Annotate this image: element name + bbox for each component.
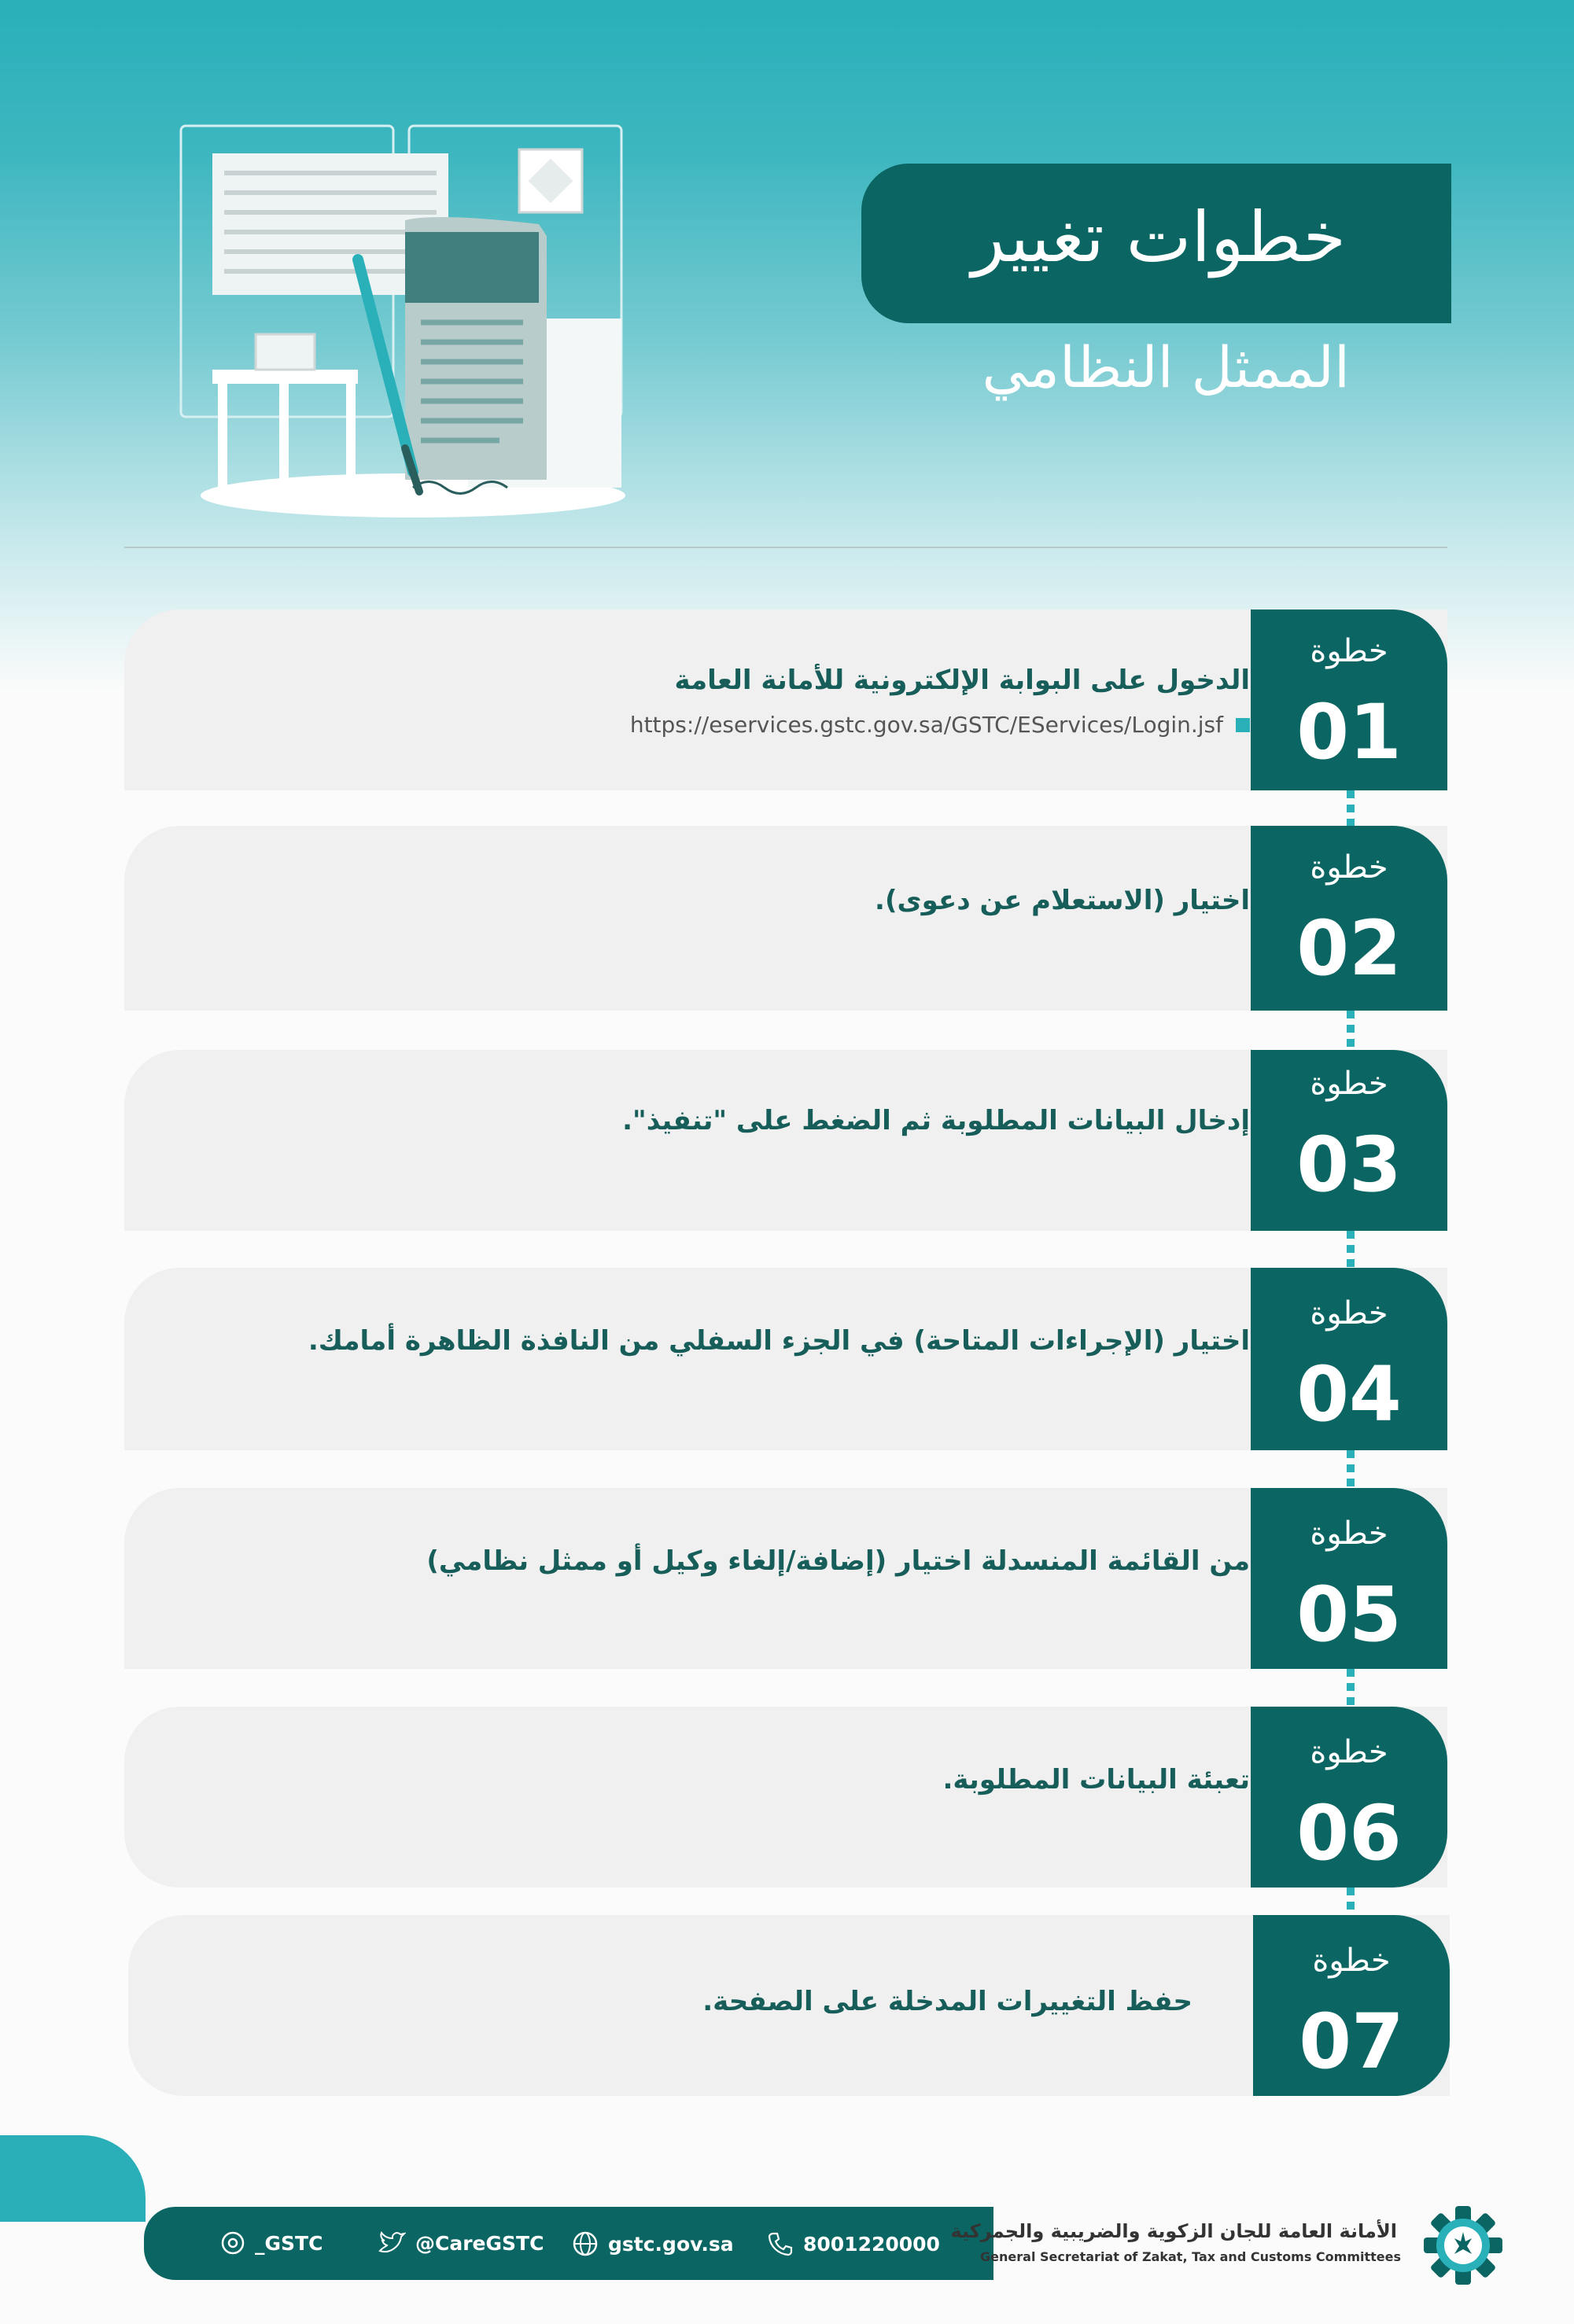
step-number: 03 [1296, 1121, 1402, 1209]
step-label: خطوة [1310, 849, 1388, 886]
step-badge-6 [1251, 1707, 1447, 1888]
step-badge-4 [1251, 1268, 1447, 1450]
step-text-7: حفظ التغييرات المدخلة على الصفحة. [702, 1986, 1192, 2017]
footer-accent [0, 2135, 146, 2222]
step-connector [1347, 1231, 1355, 1270]
step-badge-2 [1251, 826, 1447, 1011]
step-text-1: الدخول على البوابة الإلكترونية للأمانة العامة [674, 665, 1250, 696]
step-text-3: إدخال البيانات المطلوبة ثم الضغط على "تنفيذ". [622, 1105, 1250, 1136]
bullet-square-icon [1236, 718, 1250, 732]
step-card-6 [124, 1707, 1447, 1888]
step-badge-1 [1251, 610, 1447, 790]
step-connector [1347, 1011, 1355, 1050]
step-badge-3 [1251, 1050, 1447, 1231]
step-badge-7 [1253, 1915, 1450, 2096]
gstc-logo-icon [1420, 2202, 1506, 2289]
step-label: خطوة [1310, 1734, 1388, 1770]
step-card-5 [124, 1488, 1447, 1669]
step-number: 01 [1296, 688, 1402, 776]
step-label: خطوة [1312, 1943, 1391, 1979]
globe-icon [572, 2230, 599, 2257]
page-title: خطوات تغيير [971, 197, 1346, 278]
twitter-handle[interactable] [378, 2230, 544, 2256]
portal-url-link[interactable]: https://eservices.gstc.gov.sa/GSTC/EServices/Login.jsf [629, 712, 1223, 738]
step-badge-5 [1251, 1488, 1447, 1669]
step-label: خطوة [1310, 1516, 1388, 1552]
document-signing-illustration [169, 118, 641, 519]
step-connector [1347, 1669, 1355, 1708]
step-label: خطوة [1310, 633, 1388, 669]
twitter-icon [378, 2230, 406, 2256]
step-number: 04 [1296, 1350, 1402, 1438]
step-card-2 [124, 826, 1447, 1011]
org-name-arabic: الأمانة العامة للجان الزكوية والضريبية والجمركية [950, 2220, 1397, 2242]
step-text-4: اختيار (الإجراءات المتاحة) في الجزء السفلي من النافذة الظاهرة أمامك. [308, 1325, 1250, 1357]
instagram-text: _GSTC [255, 2231, 323, 2255]
step-url-1[interactable] [630, 712, 1250, 738]
step-card-1 [124, 610, 1447, 790]
step-card-3 [124, 1050, 1447, 1231]
step-number: 05 [1296, 1571, 1402, 1659]
step-connector [1347, 1888, 1355, 1915]
step-connector [1347, 790, 1355, 830]
phone-number[interactable] [767, 2230, 940, 2257]
header-divider [124, 547, 1447, 548]
step-text-6: تعبئة البيانات المطلوبة. [942, 1764, 1250, 1795]
step-connector [1347, 1450, 1355, 1490]
step-text-5: من القائمة المنسدلة اختيار (إضافة/إلغاء وكيل أو ممثل نظامي) [426, 1545, 1250, 1577]
phone-icon [767, 2230, 794, 2257]
step-number: 06 [1296, 1789, 1402, 1877]
website-text: gstc.gov.sa [608, 2232, 734, 2256]
step-card-4 [124, 1268, 1447, 1450]
step-label: خطوة [1310, 1066, 1388, 1102]
step-text-2: اختيار (الاستعلام عن دعوى). [875, 885, 1250, 916]
twitter-text: @CareGSTC [415, 2231, 544, 2255]
at-icon [220, 2230, 245, 2256]
step-number: 07 [1299, 1998, 1404, 2086]
org-name-english: General Secretariat of Zakat, Tax and Customs Committees [980, 2249, 1401, 2264]
page-subtitle: الممثل النظامي [982, 334, 1350, 400]
step-label: خطوة [1310, 1295, 1388, 1331]
instagram-handle[interactable] [220, 2230, 323, 2256]
step-number: 02 [1296, 904, 1402, 993]
phone-text: 8001220000 [803, 2232, 940, 2256]
website-link[interactable] [572, 2230, 734, 2257]
